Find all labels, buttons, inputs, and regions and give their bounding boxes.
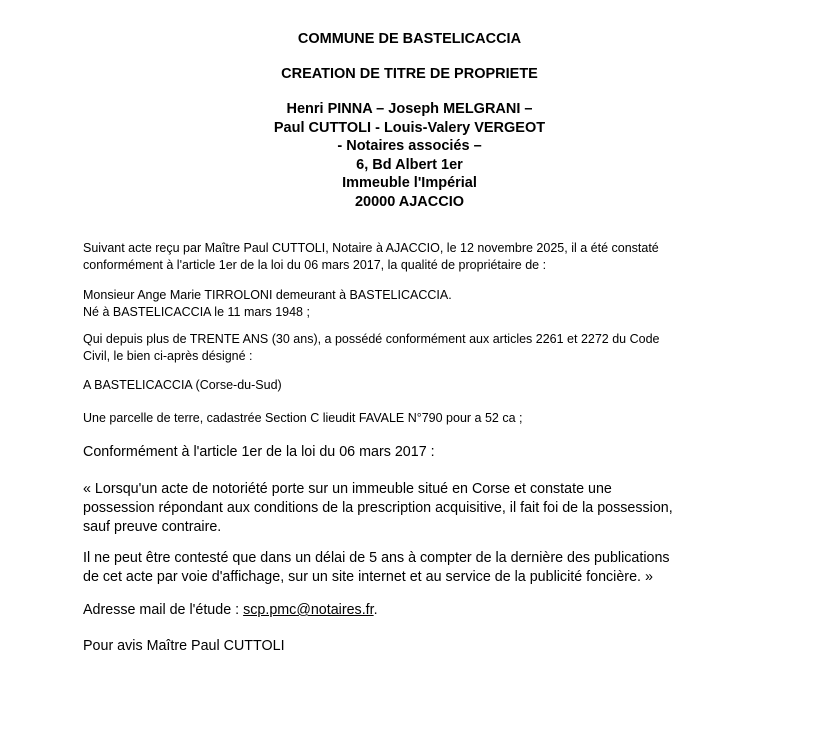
paragraph-line: Monsieur Ange Marie TIRROLONI demeurant à BASTELICACCIA.	[83, 288, 452, 302]
paragraph-line: « Lorsqu'un acte de notoriété porte sur un immeuble situé en Corse et constate une	[83, 481, 612, 497]
notaries-line: - Notaires associés –	[337, 138, 482, 154]
notaries-address-line: Immeuble l'Impérial	[342, 175, 477, 191]
possession-paragraph	[83, 331, 773, 365]
paragraph-line: A BASTELICACCIA (Corse-du-Sud)	[83, 378, 282, 392]
paragraph-line: Civil, le bien ci-après désigné :	[83, 349, 253, 363]
paragraph-line: Suivant acte reçu par Maître Paul CUTTOLI, Notaire à AJACCIO, le 12 novembre 2025, il a été constaté	[83, 241, 659, 255]
paragraph-line: Qui depuis plus de TRENTE ANS (30 ans), a possédé conformément aux articles 2261 et 2272 du Code	[83, 332, 660, 346]
parcel-paragraph	[83, 410, 773, 427]
email-label: Adresse mail de l'étude :	[83, 602, 244, 618]
notaries-block	[0, 100, 819, 211]
email-paragraph	[83, 601, 783, 620]
paragraph-line: sauf preuve contraire.	[83, 519, 222, 535]
paragraph-line	[83, 601, 783, 620]
paragraph-line: Conformément à l'article 1er de la loi du 06 mars 2017 :	[83, 444, 435, 460]
notaries-address-line: 6, Bd Albert 1er	[356, 156, 463, 173]
signature-line: Pour avis Maître Paul CUTTOLI	[83, 638, 285, 654]
notaries-address-line: 20000 AJACCIO	[354, 193, 465, 210]
acte-paragraph	[83, 240, 773, 274]
law-intro-paragraph	[83, 443, 783, 462]
email-suffix: .	[373, 602, 378, 618]
paragraph-line: possession répondant aux conditions de la prescription acquisitive, il fait foi de la possession,	[83, 500, 673, 516]
signature-paragraph	[83, 637, 783, 656]
contest-paragraph	[83, 549, 783, 587]
email-link[interactable]: scp.pmc@notaires.fr	[243, 602, 374, 618]
paragraph-line: Né à BASTELICACCIA le 11 mars 1948 ;	[83, 305, 310, 319]
notaries-line: Henri PINNA – Joseph MELGRANI –	[286, 101, 533, 117]
paragraph-line: de cet acte par voie d'affichage, sur un site internet et au service de la publicité foncière. »	[83, 569, 653, 585]
quote-paragraph	[83, 480, 783, 537]
location-paragraph	[83, 377, 773, 394]
paragraph-line: Il ne peut être contesté que dans un délai de 5 ans à compter de la dernière des publications	[83, 550, 670, 566]
paragraph-line: Une parcelle de terre, cadastrée Section C lieudit FAVALE N°790 pour a 52 ca ;	[83, 411, 523, 425]
notaries-line: Paul CUTTOLI - Louis-Valery VERGEOT	[273, 119, 546, 136]
commune-title: COMMUNE DE BASTELICACCIA	[297, 31, 522, 47]
paragraph-line: conformément à l'article 1er de la loi du 06 mars 2017, la qualité de propriétaire de :	[83, 258, 547, 272]
document-subject: CREATION DE TITRE DE PROPRIETE	[281, 66, 538, 82]
owner-paragraph	[83, 287, 773, 321]
